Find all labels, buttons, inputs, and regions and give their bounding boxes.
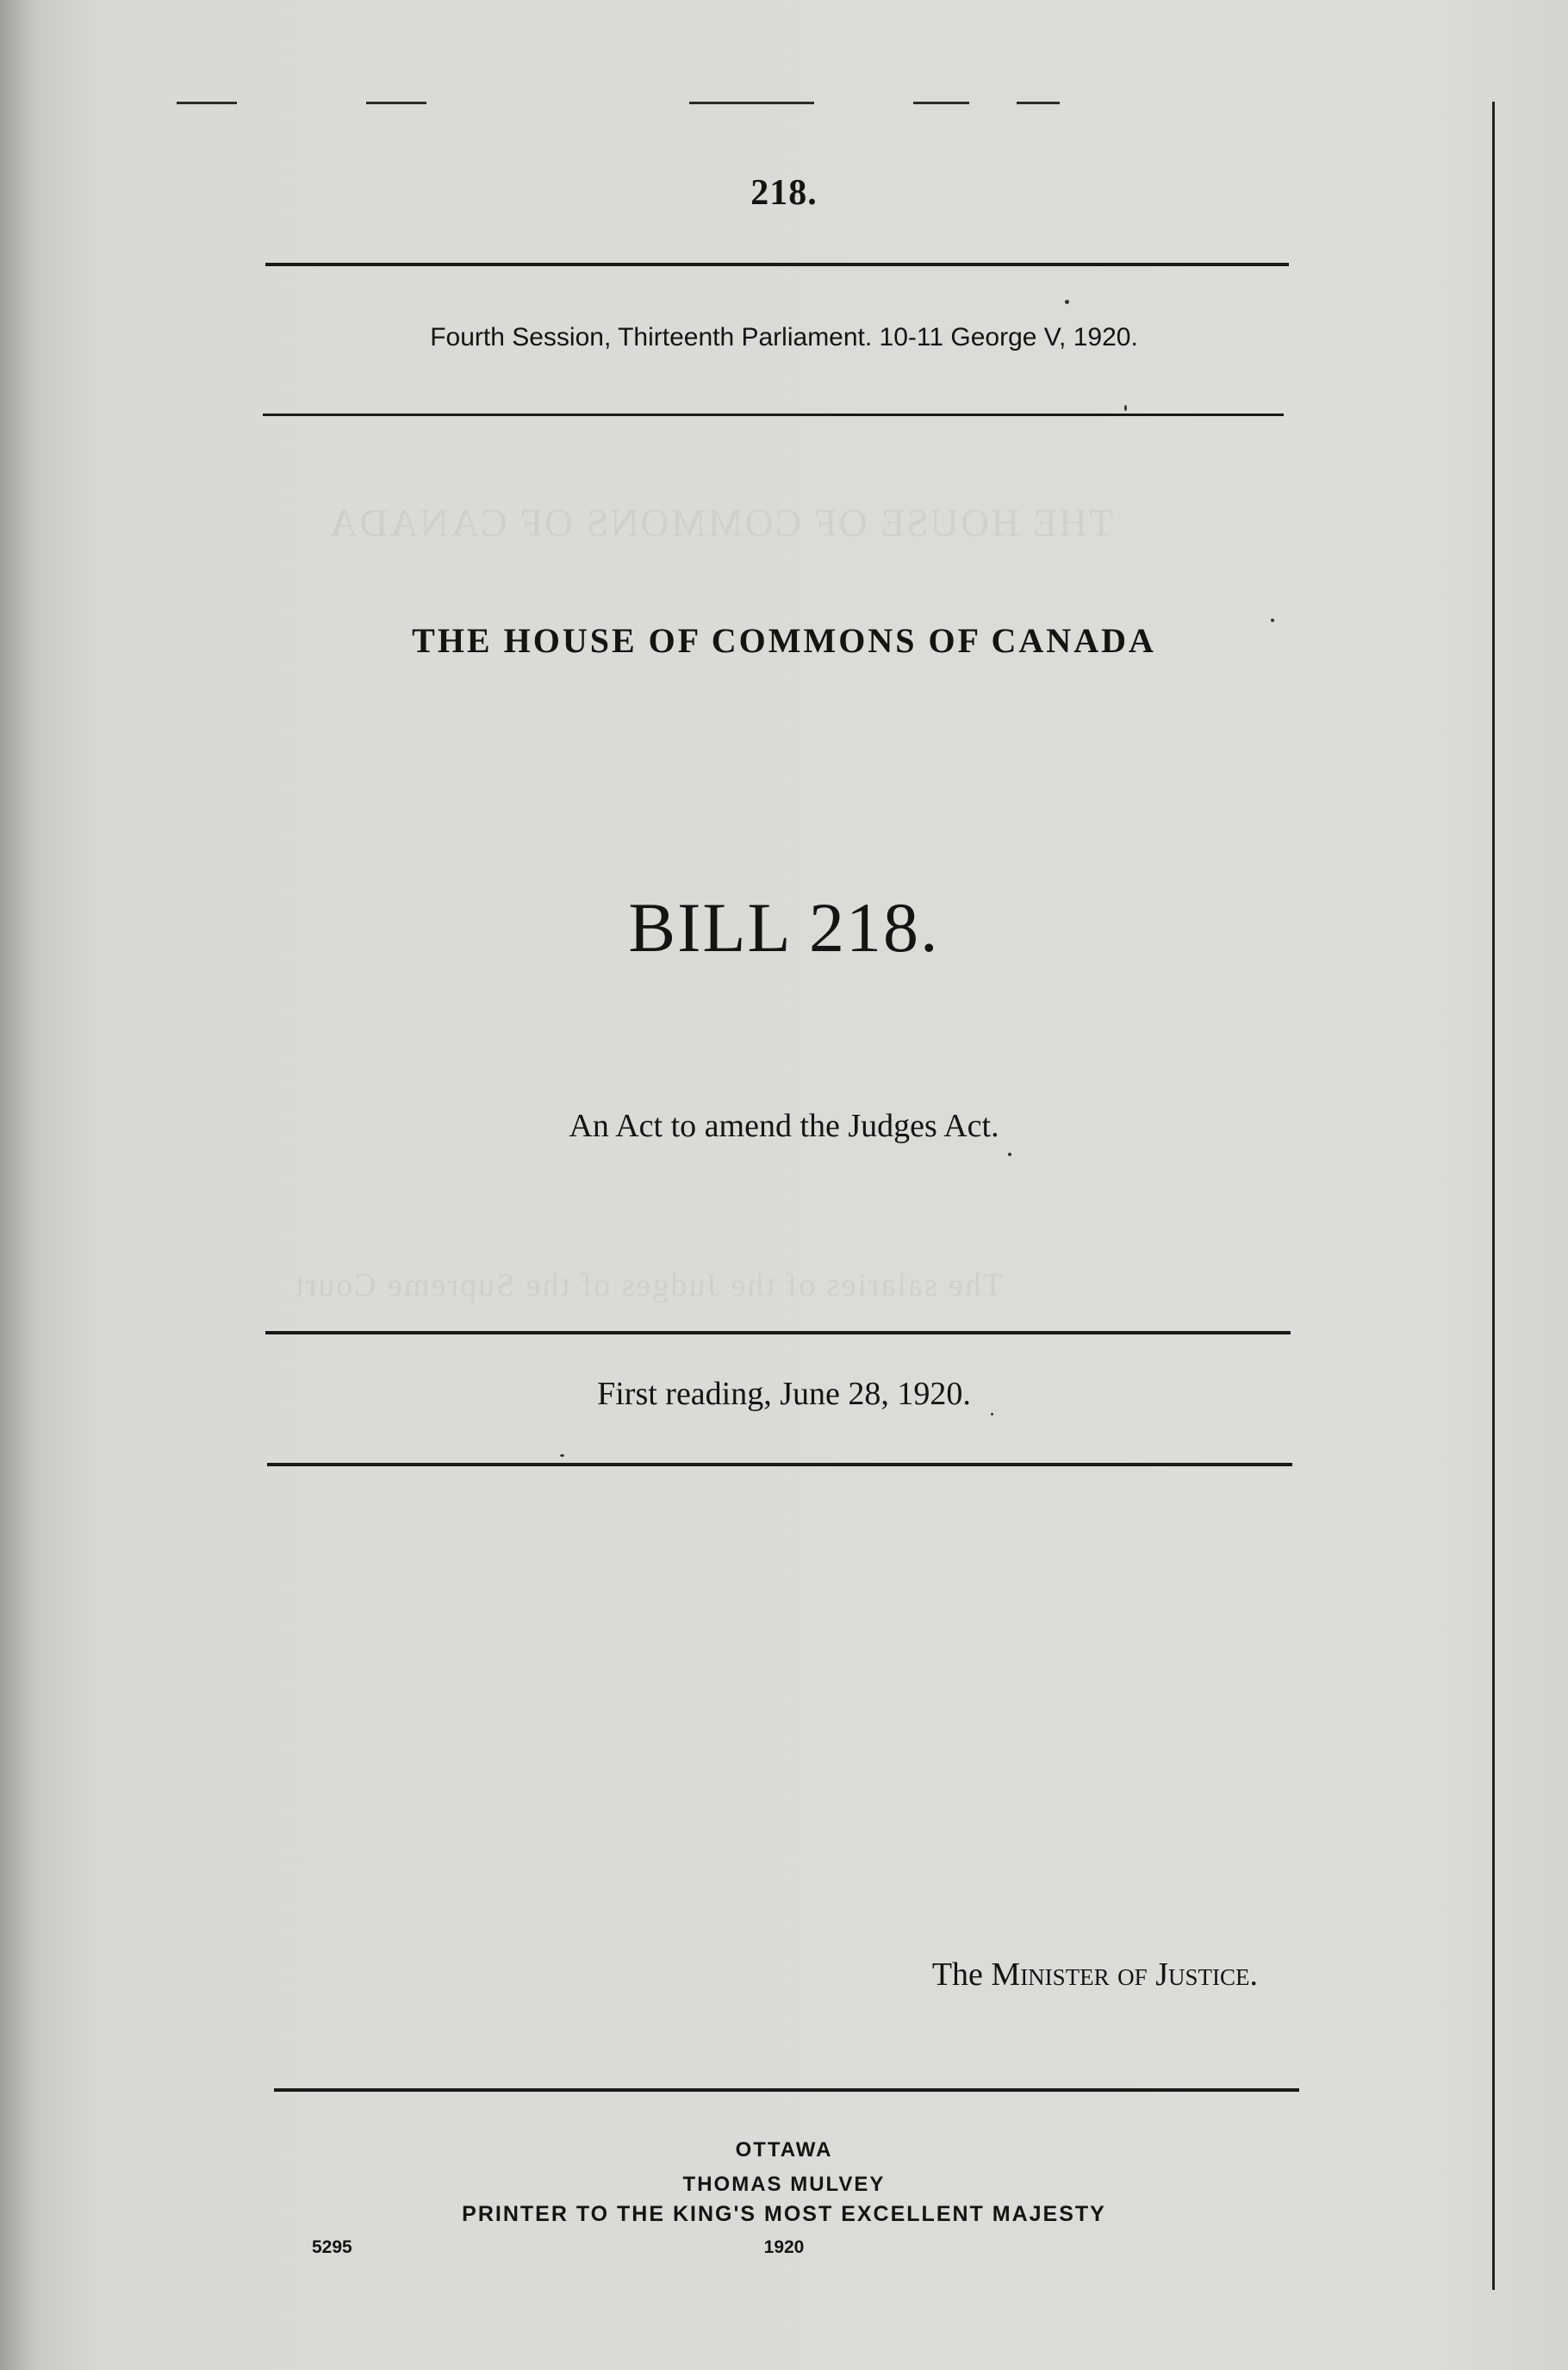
imprint-printer: THOMAS MULVEY [682, 2173, 886, 2196]
print-speck [1271, 619, 1274, 622]
page-frame-right [1492, 102, 1495, 2290]
print-speck [991, 1413, 993, 1415]
rule [274, 2088, 1299, 2092]
rule [265, 1331, 1291, 1334]
act-title: An Act to amend the Judges Act. [569, 1108, 999, 1144]
top-border-dash [366, 102, 426, 104]
print-speck [1124, 405, 1127, 411]
bleed-through-text: The salaries of the Judges of the Supreme Court [293, 1267, 1004, 1303]
job-number: 5295 [312, 2237, 352, 2257]
house-heading: THE HOUSE OF COMMONS OF CANADA [412, 621, 1156, 660]
rule [263, 414, 1284, 416]
top-border-dash [177, 102, 237, 104]
top-border-dash [913, 102, 969, 104]
imprint-year: 1920 [763, 2237, 805, 2257]
rule [265, 263, 1289, 266]
top-border-dash [689, 102, 814, 104]
print-speck [1008, 1153, 1011, 1156]
minister-prefix: The [931, 1956, 983, 1993]
imprint-title: PRINTER TO THE KING'S MOST EXCELLENT MAJESTY [462, 2202, 1106, 2226]
bill-title: BILL 218. [628, 888, 940, 967]
print-speck [560, 1454, 564, 1457]
rule [267, 1463, 1292, 1466]
bill-number-header: 218. [750, 173, 818, 213]
first-reading: First reading, June 28, 1920. [597, 1376, 971, 1412]
bleed-through-text: THE HOUSE OF COMMONS OF CANADA [327, 501, 1114, 544]
imprint-city: OTTAWA [735, 2138, 833, 2162]
print-speck [1065, 300, 1069, 304]
top-border-dash [1017, 102, 1060, 104]
session-line: Fourth Session, Thirteenth Parliament. 10-11 George V, 1920. [430, 323, 1138, 351]
minister-line [932, 1956, 1258, 1994]
minister-name: Minister of Justice. [991, 1956, 1258, 1993]
